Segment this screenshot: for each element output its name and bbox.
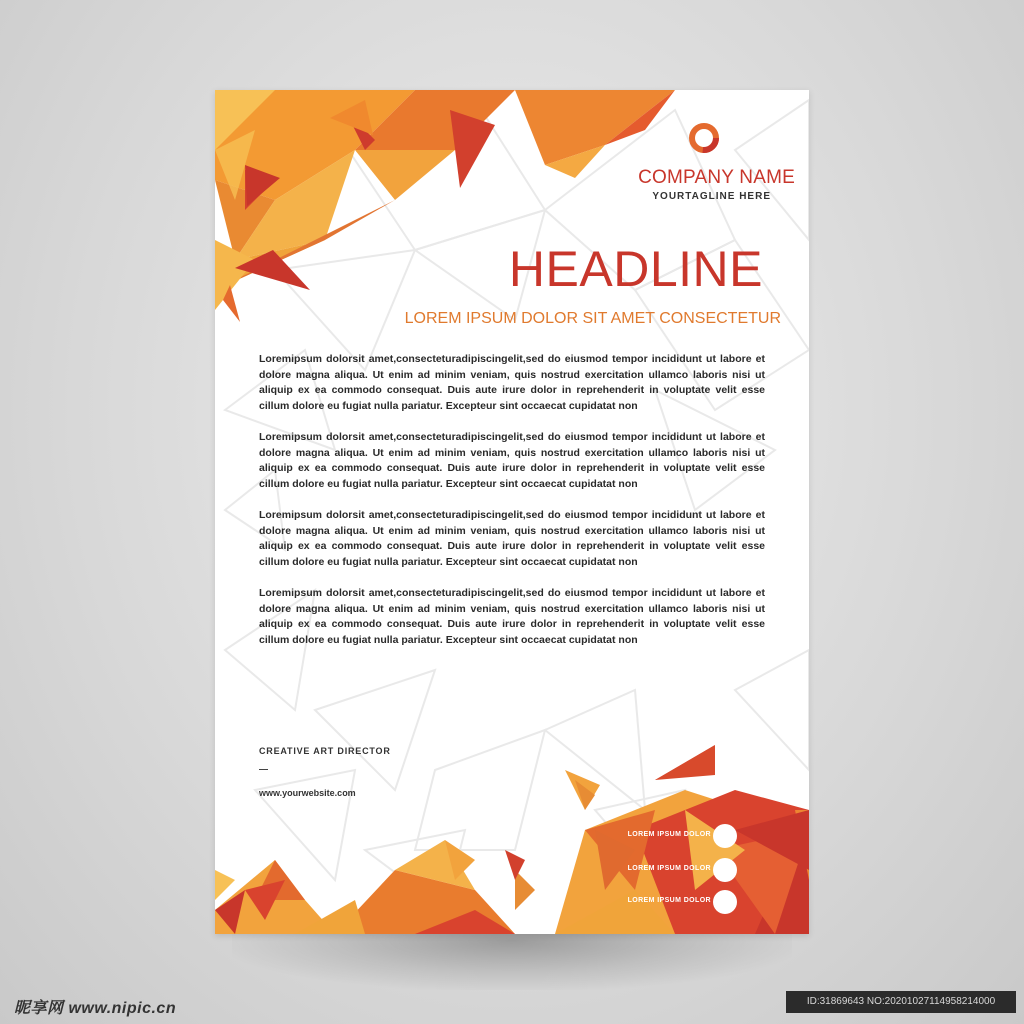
contact-text: LOREM IPSUM DOLOR bbox=[627, 897, 711, 904]
body-text bbox=[259, 352, 765, 664]
contact-text: LOREM IPSUM DOLOR bbox=[627, 831, 711, 838]
headline: HEADLINE bbox=[508, 241, 763, 297]
image-id-bar: ID:31869643 NO:20201027114958214000 bbox=[786, 991, 1016, 1013]
company-name: COMPANY NAME bbox=[638, 167, 795, 188]
paragraph: Loremipsum dolorsit amet,consecteturadipiscingelit,sed do eiusmod tempor incididunt ut labore et dolore magna aliqua. Ut enim ad minim veniam, quis nostrud exercitation ullamco laboris nisi ut aliquip ex ea commodo consequat. Duis aute irure dolor in reprehenderit in voluptate velit esse cillum dolore eu fugiat nulla pariatur. Excepteur sint occaecat cupidatat non bbox=[259, 431, 765, 490]
contact-item-gear bbox=[615, 890, 739, 914]
contact-item-home bbox=[615, 858, 739, 882]
phone-icon bbox=[713, 824, 737, 848]
signature-dash: — bbox=[259, 764, 268, 774]
contact-text: LOREM IPSUM DOLOR bbox=[627, 865, 711, 872]
signature-website: www.yourwebsite.com bbox=[259, 788, 356, 798]
company-logo-icon bbox=[688, 122, 720, 154]
paragraph: Loremipsum dolorsit amet,consecteturadipiscingelit,sed do eiusmod tempor incididunt ut labore et dolore magna aliqua. Ut enim ad minim veniam, quis nostrud exercitation ullamco laboris nisi ut aliquip ex ea commodo consequat. Duis aute irure dolor in reprehenderit in voluptate velit esse cillum dolore eu fugiat nulla pariatur. Excepteur sint occaecat cupidatat non bbox=[259, 587, 765, 646]
subheadline: LOREM IPSUM DOLOR SIT AMET CONSECTETUR bbox=[404, 310, 781, 327]
contact-item-phone bbox=[615, 824, 739, 848]
letterhead-page bbox=[215, 90, 809, 934]
signature-title: CREATIVE ART DIRECTOR bbox=[259, 746, 391, 756]
paragraph: Loremipsum dolorsit amet,consecteturadipiscingelit,sed do eiusmod tempor incididunt ut labore et dolore magna aliqua. Ut enim ad minim veniam, quis nostrud exercitation ullamco laboris nisi ut aliquip ex ea commodo consequat. Duis aute irure dolor in reprehenderit in voluptate velit esse cillum dolore eu fugiat nulla pariatur. Excepteur sint occaecat cupidatat non bbox=[259, 353, 765, 412]
gear-icon bbox=[713, 890, 737, 914]
paragraph: Loremipsum dolorsit amet,consecteturadipiscingelit,sed do eiusmod tempor incididunt ut labore et dolore magna aliqua. Ut enim ad minim veniam, quis nostrud exercitation ullamco laboris nisi ut aliquip ex ea commodo consequat. Duis aute irure dolor in reprehenderit in voluptate velit esse cillum dolore eu fugiat nulla pariatur. Excepteur sint occaecat cupidatat non bbox=[259, 509, 765, 568]
company-tagline: YOURTAGLINE HERE bbox=[652, 191, 771, 202]
home-icon bbox=[713, 858, 737, 882]
watermark: 昵享网 www.nipic.cn bbox=[14, 1000, 177, 1017]
